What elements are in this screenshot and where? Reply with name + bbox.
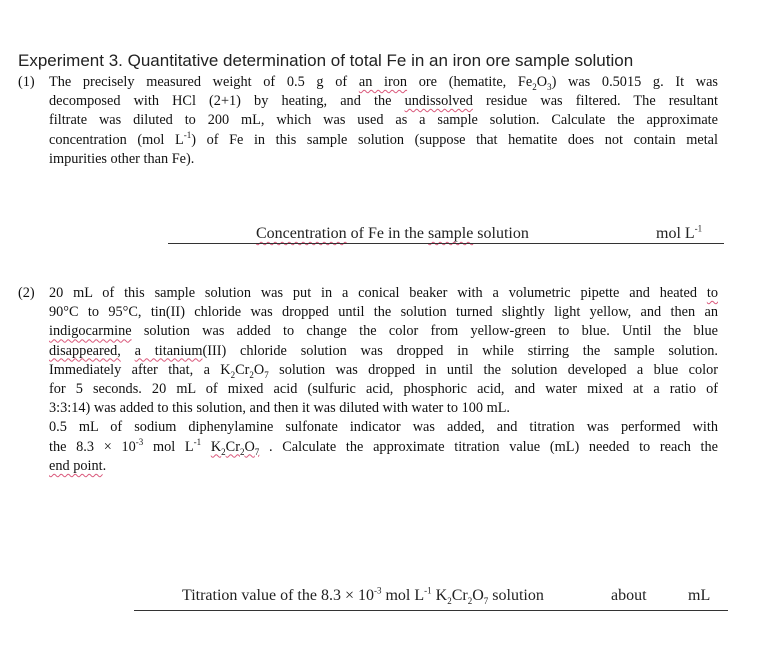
spellcheck-mark: indigocarmine (49, 323, 132, 340)
q1-line: filtrate was diluted to 200 mL, which was used as a sample solution. Calculate the approximate (49, 112, 718, 129)
q2-line: 3:3:14) was added to this solution, and then it was diluted with water to 100 mL. (49, 400, 511, 417)
spellcheck-mark: to (706, 285, 718, 301)
spellcheck-mark: disappeared, (49, 342, 121, 359)
question-1 (18, 73, 718, 169)
q2-line: indigocarmine solution was added to change the color from yellow-green to blue. Until the blue (49, 323, 718, 340)
q1-line: impurities other than Fe). (49, 150, 195, 167)
q2-line: 20 mL of this sample solution was put in a conical beaker with a volumetric pipette and heated to (49, 285, 718, 301)
spellcheck-mark: end point (49, 457, 103, 474)
answer-1-line[interactable] (168, 243, 724, 244)
spellcheck-mark: $K_2Cr_2O_7$ (210, 438, 260, 457)
spellcheck-mark: a titanium (134, 342, 203, 359)
answer-1-unit: mol $L^{-1}$ (656, 223, 703, 242)
q2-line: end point. (49, 457, 107, 474)
q1-line: The precisely measured weight of 0.5 g of an iron ore (hematite, $Fe_2O_3$) was 0.5015 g. It was (49, 74, 718, 92)
question-1-number: (1) (18, 74, 35, 90)
q2-line: the $8.3 \times 10^{-3}$ mol $L^{-1}$ $K_2Cr_2O_7$ . Calculate the approximate titration value (mL) needed to reach the (49, 436, 719, 457)
spellcheck-mark: an iron (358, 74, 408, 90)
answer-2-line[interactable] (134, 610, 728, 611)
q1-line: decomposed with HCl (2+1) by heating, and the undissolved residue was filtered. The resultant (49, 93, 719, 110)
answer-2-label: Titration value of the $8.3 \times 10^{-3}$ mol $L^{-1}$ $K_2Cr_2O_7$ solution (182, 585, 544, 607)
q2-line: disappeared, a titanium(III) chloride solution was dropped in while stirring the sample solution. (49, 342, 718, 359)
spellcheck-mark: sample (427, 225, 474, 242)
q2-line: for 5 seconds. 20 mL of mixed acid (sulfuric acid, phosphoric acid, and water mixed at a ratio of (49, 381, 718, 398)
question-2-body (49, 284, 718, 476)
spellcheck-mark: undissolved (404, 93, 473, 110)
experiment-title: Experiment 3. Quantitative determination of total Fe in an iron ore sample solution (18, 51, 634, 70)
answer-2-unit: mL (688, 587, 711, 604)
q1-line: concentration (mol $L^{-1}$) of Fe in this sample solution (suppose that hematite does not contain metal (49, 129, 718, 148)
q2-line: Immediately after that, a $K_2Cr_2O_7$ solution was dropped in until the solution developed a blue color (49, 361, 718, 380)
spellcheck-mark: Concentration (256, 225, 347, 242)
answer-2-about: about (611, 587, 647, 604)
question-2 (18, 284, 718, 476)
question-2-number: (2) (18, 285, 35, 301)
question-1-body (49, 73, 718, 169)
q2-line: 90°C to 95°C, tin(II) chloride was dropped until the solution turned slightly light yellow, and then an (49, 304, 718, 321)
q2-line: 0.5 mL of sodium diphenylamine sulfonate indicator was added, and titration was performed with (49, 419, 718, 436)
answer-1-label: Concentration of Fe in the sample solution (256, 225, 529, 242)
